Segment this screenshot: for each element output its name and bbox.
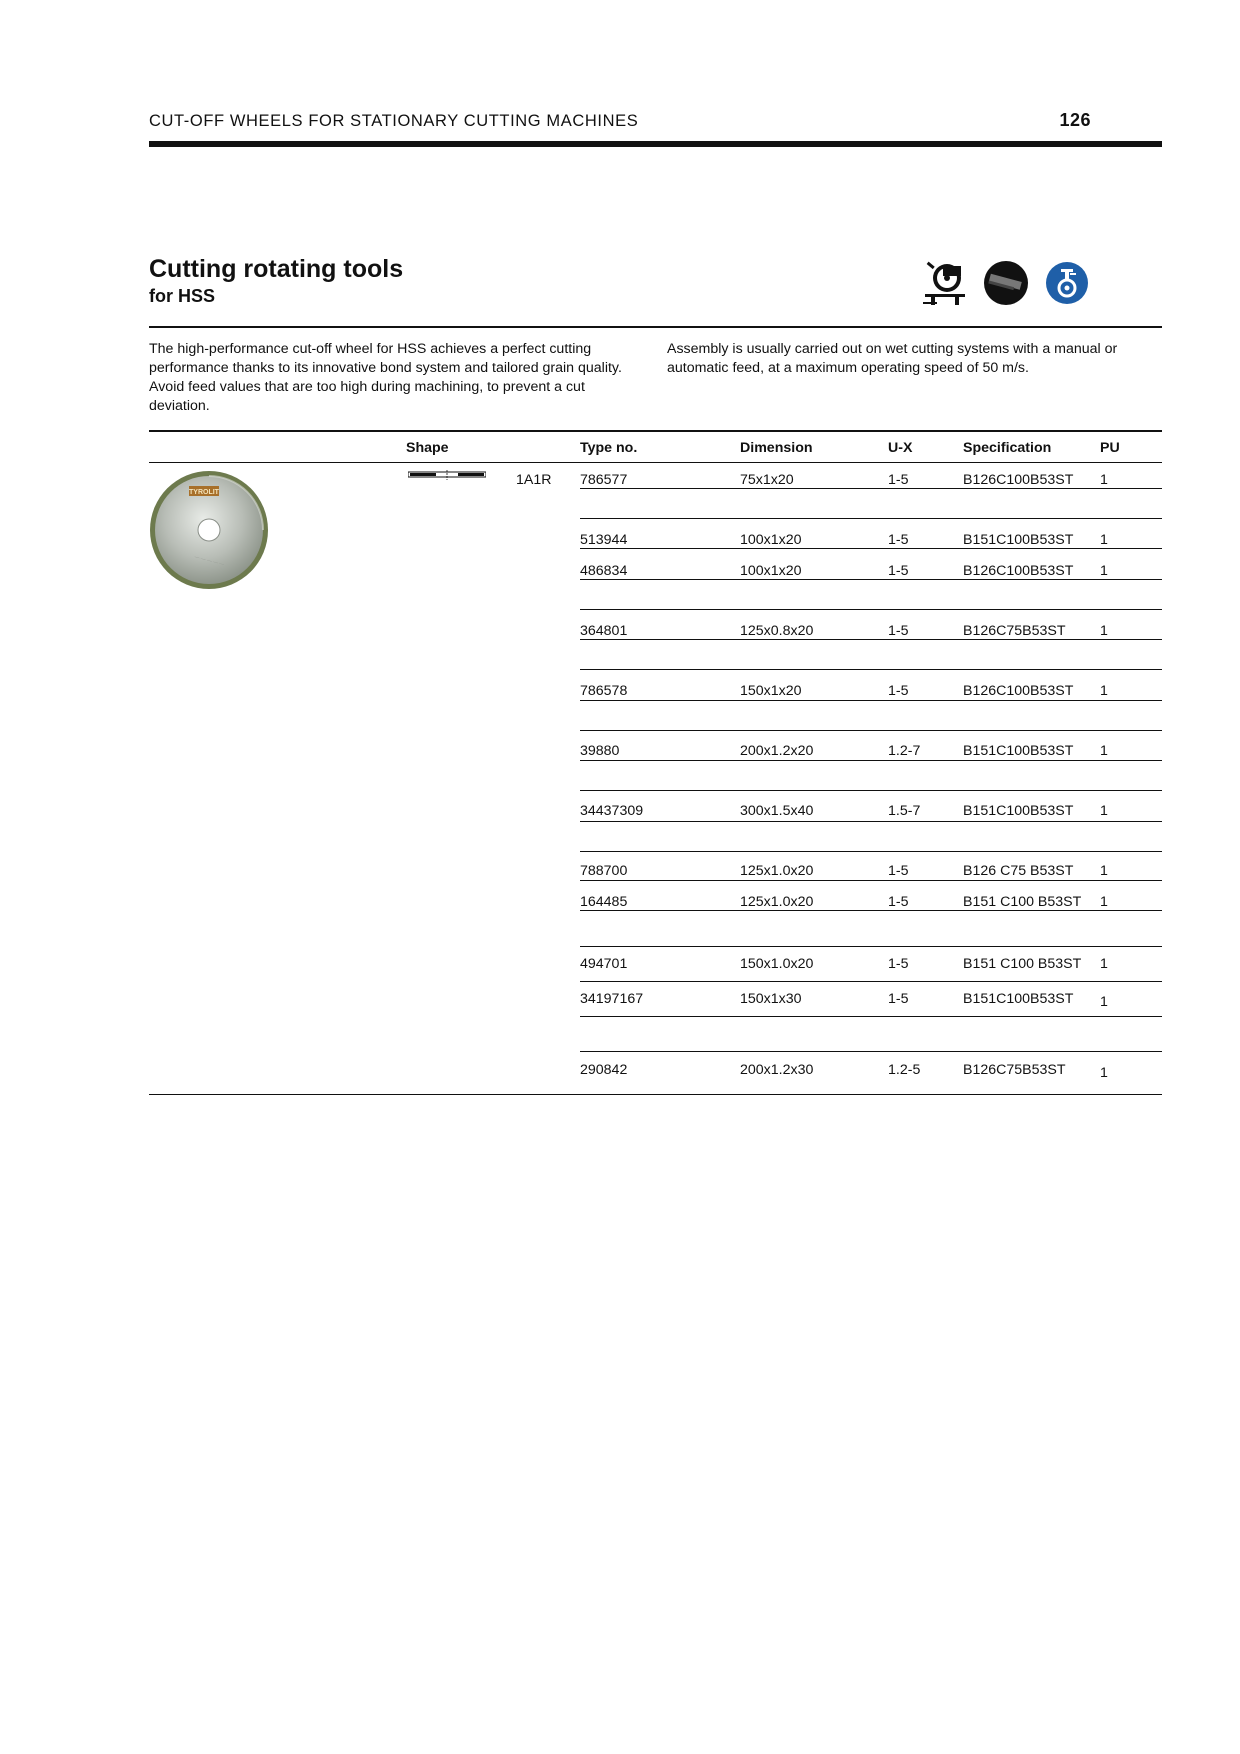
column-header-type-no: Type no. [580,440,638,456]
cell-type-no: 164485 [580,894,628,910]
cell-ux: 1.5-7 [888,803,921,819]
cell-dimension: 100x1x20 [740,563,802,579]
intro-right: Assembly is usually carried out on wet cutting systems with a manual or automatic feed, at a maximum operating speed of 50 m/s. [667,341,1118,376]
cell-pu: 1 [1100,472,1108,488]
table-row [580,683,1162,713]
cell-specification: B126C100B53ST [963,683,1074,699]
table-row [580,894,1162,924]
cell-specification: B126C100B53ST [963,563,1074,579]
cell-type-no: 364801 [580,623,628,639]
cell-dimension: 150x1.0x20 [740,956,814,972]
row-divider [580,548,1162,549]
header-rule [149,141,1162,147]
cell-pu: 1 [1100,532,1108,548]
cell-pu: 1 [1100,683,1108,699]
cell-ux: 1-5 [888,683,909,699]
row-divider [580,1051,1162,1052]
row-divider [580,851,1162,852]
cell-dimension: 100x1x20 [740,532,802,548]
row-divider [580,760,1162,761]
cell-specification: B151C100B53ST [963,991,1074,1007]
cell-type-no: 34437309 [580,803,644,819]
cell-type-no: 786577 [580,472,628,488]
cell-pu: 1 [1100,894,1108,910]
hss-material-icon [983,260,1029,306]
table-row [580,623,1162,653]
cell-type-no: 494701 [580,956,628,972]
cell-type-no: 34197167 [580,991,644,1007]
cell-ux: 1-5 [888,532,909,548]
row-divider [580,579,1162,580]
cell-dimension: 200x1.2x30 [740,1062,814,1078]
cell-type-no: 290842 [580,1062,628,1078]
cell-pu: 1 [1100,803,1108,819]
table-row [580,743,1162,773]
column-header-ux: U-X [888,440,913,456]
table-bottom-rule [149,1094,1162,1095]
section-rule [149,326,1162,328]
intro-left: The high-performance cut-off wheel for HSS achieves a perfect cutting performance thanks to its innovative bond system and tailored grain quality. Avoid feed values that are too high during machining, to prevent a cut deviation. [149,341,622,414]
row-divider [580,518,1162,519]
cell-pu: 1 [1100,743,1108,759]
table-row [580,472,1162,502]
cell-pu: 1 [1100,994,1108,1010]
row-divider [580,488,1162,489]
cell-ux: 1-5 [888,863,909,879]
shape-code: 1A1R [516,472,552,488]
table-row [580,563,1162,593]
column-header-shape: Shape [406,440,449,456]
cell-dimension: 150x1x30 [740,991,802,1007]
cell-pu: 1 [1100,1065,1108,1081]
column-header-specification: Specification [963,440,1052,456]
row-divider [580,730,1162,731]
table-row [580,803,1162,833]
table-top-rule [149,430,1162,432]
cell-dimension: 125x0.8x20 [740,623,814,639]
row-divider [580,609,1162,610]
cell-ux: 1.2-5 [888,1062,921,1078]
row-divider [580,1016,1162,1017]
row-divider [580,910,1162,911]
svg-text:— — — — —: — — — — — [193,554,225,568]
wear-eye-protection-icon [1045,261,1089,305]
cell-type-no: 786578 [580,683,628,699]
column-header-pu: PU [1100,440,1120,456]
section-title: Cutting rotating tools [149,255,404,283]
cell-ux: 1-5 [888,472,909,488]
cell-specification: B126C75B53ST [963,1062,1066,1078]
table-header-rule [149,462,1162,463]
page-number: 126 [1059,110,1091,130]
application-icons [921,258,1091,308]
row-divider [580,700,1162,701]
cell-ux: 1-5 [888,623,909,639]
cell-type-no: 513944 [580,532,628,548]
row-divider [580,790,1162,791]
product-brand-label: TYROLIT [189,489,219,496]
row-divider [580,821,1162,822]
cell-dimension: 200x1.2x20 [740,743,814,759]
cell-pu: 1 [1100,563,1108,579]
cell-type-no: 39880 [580,743,620,759]
cell-specification: B151 C100 B53ST [963,956,1082,972]
cell-pu: 1 [1100,863,1108,879]
cell-ux: 1-5 [888,563,909,579]
row-divider [580,946,1162,947]
product-image [149,470,269,590]
table-row [580,532,1162,562]
cell-dimension: 125x1.0x20 [740,894,814,910]
cell-specification: B126C75B53ST [963,623,1066,639]
column-header-dimension: Dimension [740,440,813,456]
cell-dimension: 300x1.5x40 [740,803,814,819]
cell-type-no: 788700 [580,863,628,879]
cell-dimension: 75x1x20 [740,472,794,488]
row-divider [580,669,1162,670]
section-subtitle: for HSS [149,286,216,306]
cell-pu: 1 [1100,623,1108,639]
cell-specification: B151C100B53ST [963,743,1074,759]
stationary-cutting-machine-icon [921,258,971,308]
table-row [580,1062,1162,1092]
cell-specification: B151C100B53ST [963,803,1074,819]
cell-ux: 1.2-7 [888,743,921,759]
cell-specification: B151 C100 B53ST [963,894,1082,910]
row-divider [580,639,1162,640]
cell-pu: 1 [1100,956,1108,972]
cell-specification: B151C100B53ST [963,532,1074,548]
cell-ux: 1-5 [888,991,909,1007]
shape-1a1r-icon [408,470,486,480]
cell-type-no: 486834 [580,563,628,579]
row-divider [580,880,1162,881]
cell-ux: 1-5 [888,956,909,972]
cell-dimension: 150x1x20 [740,683,802,699]
cell-dimension: 125x1.0x20 [740,863,814,879]
running-header-title: CUT-OFF WHEELS FOR STATIONARY CUTTING MACHINES [149,112,639,130]
cell-ux: 1-5 [888,894,909,910]
cell-specification: B126 C75 B53ST [963,863,1074,879]
cell-specification: B126C100B53ST [963,472,1074,488]
table-row [580,863,1162,893]
row-divider [580,981,1162,982]
